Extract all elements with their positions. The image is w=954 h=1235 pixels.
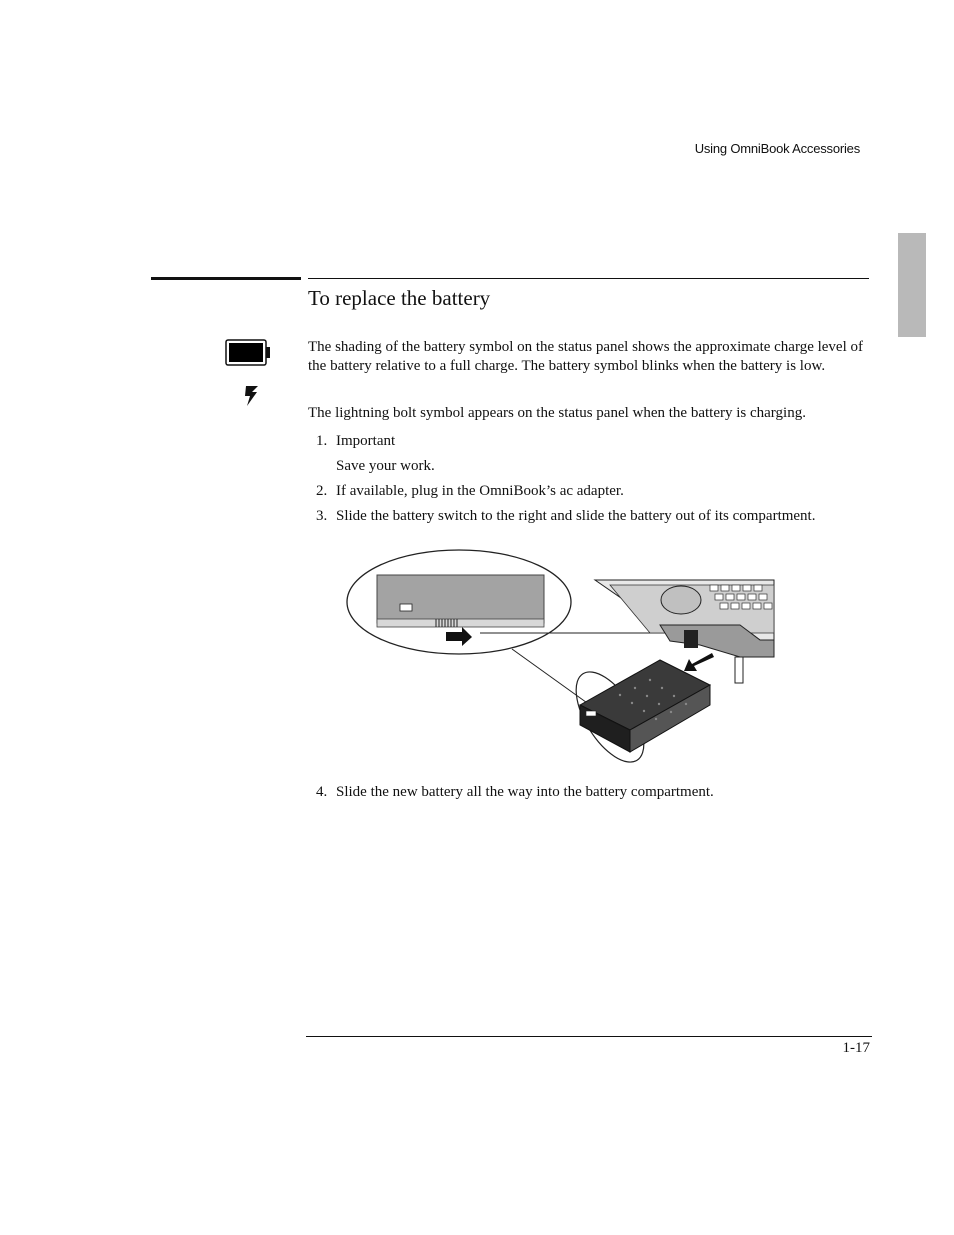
switch-latch (400, 604, 412, 611)
lightning-bolt-icon (243, 385, 261, 407)
step-1-subtext: Save your work. (336, 458, 435, 474)
section-title: To replace the battery (308, 286, 491, 310)
step-text: Important (336, 433, 396, 449)
battery-removal-illustration (340, 545, 780, 770)
switch-panel (377, 575, 544, 623)
running-header: Using OmniBook Accessories (694, 141, 860, 156)
pull-out-arrow (684, 653, 714, 671)
lightning-symbol-paragraph: The lightning bolt symbol appears on the status panel when the battery is charging. (308, 405, 806, 421)
step-3 (316, 507, 876, 526)
footer-rule (306, 1036, 872, 1037)
page-number: 1-17 (842, 1040, 870, 1056)
battery-full-icon (225, 339, 271, 366)
battery-symbol-paragraph: The shading of the battery symbol on the status panel shows the approximate charge level of the battery relative to a full charge. The battery symbol blinks when the battery is low. (308, 339, 863, 374)
chapter-thumb-tab (898, 233, 926, 337)
step-2 (316, 482, 876, 501)
step-number: 3. (316, 508, 328, 524)
step-text: Slide the new battery all the way into the battery compartment. (336, 784, 714, 800)
step-number: 2. (316, 483, 328, 499)
step-4 (316, 783, 876, 802)
step-number: 4. (316, 784, 328, 800)
laptop-corner (595, 580, 774, 683)
section-rule-right (308, 278, 869, 279)
step-1 (316, 432, 876, 451)
step-text: If available, plug in the OmniBook’s ac adapter. (336, 483, 624, 499)
step-text: Slide the battery switch to the right and slide the battery out of its compartment. (336, 508, 816, 524)
section-rule-left (151, 277, 301, 280)
step-number: 1. (316, 433, 328, 449)
